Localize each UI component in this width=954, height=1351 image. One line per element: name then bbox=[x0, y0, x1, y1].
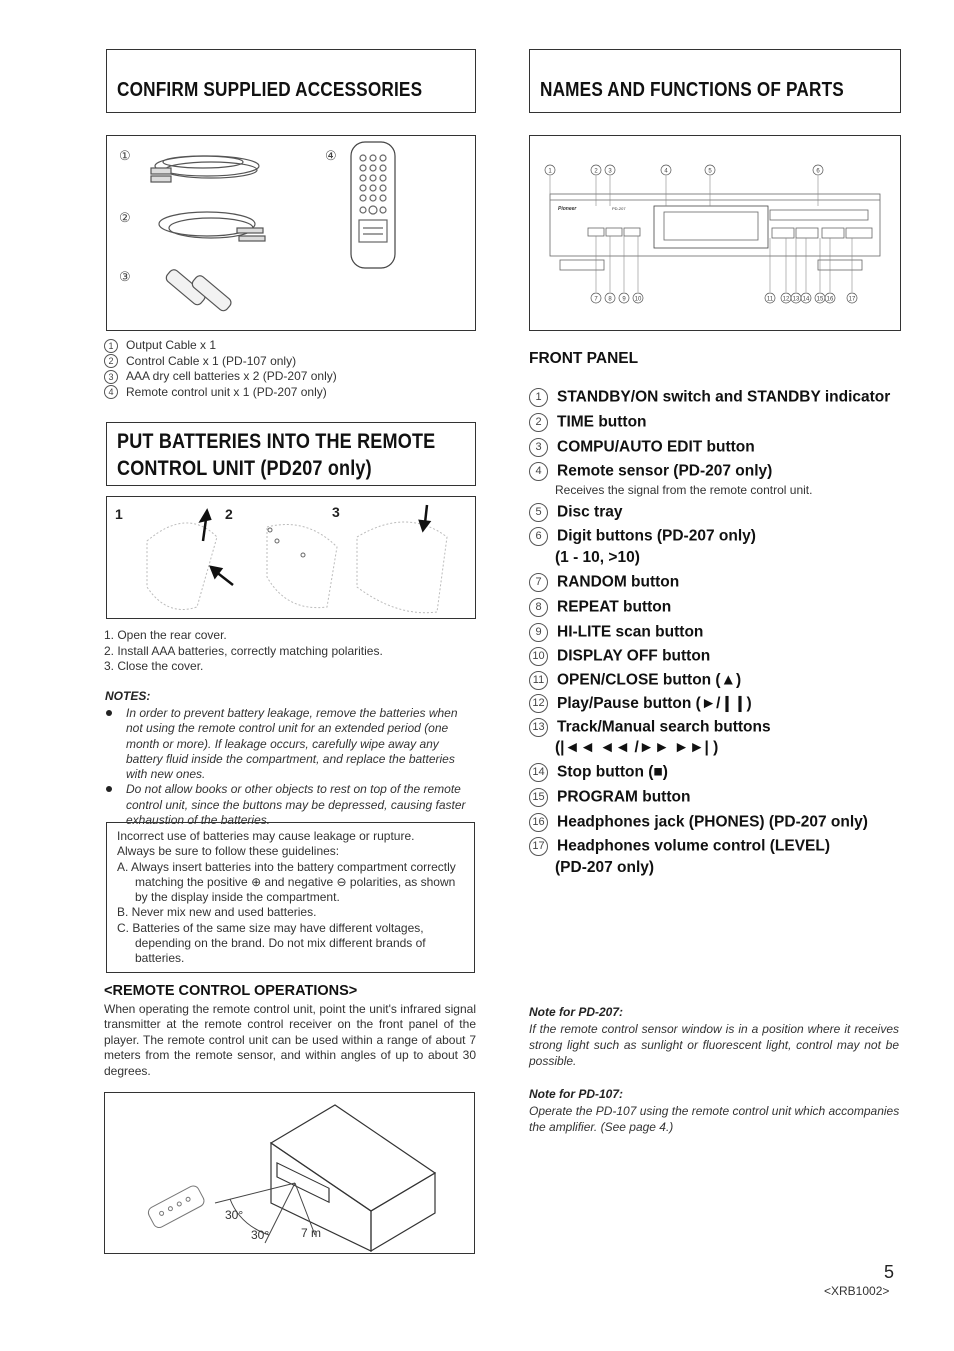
remote-range-illustration bbox=[105, 1093, 474, 1253]
parts-list bbox=[529, 388, 909, 877]
list-item: 7 RANDOM button bbox=[529, 573, 909, 598]
list-item: 3 COMPU/AUTO EDIT button bbox=[529, 438, 909, 462]
callout-number: 4 bbox=[664, 168, 668, 175]
list-item: 3 AAA dry cell batteries x 2 (PD-207 only) bbox=[104, 369, 337, 385]
note-pd207-text: If the remote control sensor window is in a position where it receives strong light such as sunlight or fluorescent light, control may not be possible. bbox=[529, 1022, 899, 1068]
list-item: 6 Digit buttons (PD-207 only) bbox=[529, 527, 909, 549]
callout-number: 10 bbox=[634, 296, 642, 303]
arrow-down-icon bbox=[420, 505, 429, 530]
list-item: 10 DISPLAY OFF button bbox=[529, 647, 909, 671]
warning-line: Always be sure to follow these guidelines: bbox=[117, 844, 340, 859]
doc-code: <XRB1002> bbox=[824, 1284, 890, 1298]
batteries-title-line1: PUT BATTERIES INTO THE REMOTE bbox=[117, 430, 436, 453]
list-item: 4 Remote control unit x 1 (PD-207 only) bbox=[104, 385, 337, 401]
callout-number: 16 bbox=[826, 296, 834, 303]
svg-text:④: ④ bbox=[325, 148, 337, 163]
accessories-heading-box bbox=[106, 49, 476, 113]
list-item: 2. Install AAA batteries, correctly matching polarities. bbox=[104, 643, 383, 658]
callout-number: 9 bbox=[622, 296, 626, 303]
batteries-icon bbox=[164, 268, 233, 313]
callout-number: 7 bbox=[594, 296, 598, 303]
list-item: 1 STANDBY/ON switch and STANDBY indicator bbox=[529, 388, 909, 413]
callout-number: 17 bbox=[848, 296, 856, 303]
svg-text:③: ③ bbox=[119, 269, 131, 284]
callout-number: 12 bbox=[782, 296, 790, 303]
list-item-continued: (1 - 10, >10) bbox=[555, 549, 640, 566]
accessories-list bbox=[104, 338, 337, 400]
step-label-2: 2 bbox=[225, 506, 233, 522]
list-item: 14 Stop button (■) bbox=[529, 763, 909, 788]
angle-label-1: 30° bbox=[225, 1208, 244, 1222]
list-item: 8 REPEAT button bbox=[529, 598, 909, 623]
list-item-continued: (PD-207 only) bbox=[555, 859, 655, 876]
list-item: 17 Headphones volume control (LEVEL) bbox=[529, 837, 909, 859]
callout-number: 3 bbox=[608, 168, 612, 175]
list-item: 2 TIME button bbox=[529, 413, 909, 438]
brand-label: Pioneer bbox=[558, 206, 577, 212]
names-title: NAMES AND FUNCTIONS OF PARTS bbox=[540, 79, 844, 101]
list-item: 4 Remote sensor (PD-207 only) bbox=[529, 462, 909, 483]
batteries-heading-box bbox=[106, 422, 476, 486]
battery-steps-illustration bbox=[107, 497, 475, 618]
remote-small-icon bbox=[146, 1184, 206, 1230]
front-panel-figure bbox=[529, 135, 901, 331]
warning-item: A. Always insert batteries into the battery compartment correctly matching the positive ⊕ and negative ⊖ polarities, as shown by the display inside the compartment. bbox=[117, 859, 456, 905]
output-cable-icon bbox=[151, 156, 259, 182]
names-heading-box bbox=[529, 49, 901, 113]
list-item: 5 Disc tray bbox=[529, 503, 909, 527]
accessories-figure bbox=[106, 135, 476, 331]
battery-steps-figure bbox=[106, 496, 476, 619]
warning-line: Incorrect use of batteries may cause leakage or rupture. bbox=[117, 829, 415, 843]
control-cable-icon bbox=[159, 212, 265, 241]
player-box-icon bbox=[271, 1105, 435, 1251]
arrow-diag-icon bbox=[211, 567, 233, 585]
front-panel-illustration bbox=[530, 136, 900, 330]
remote-control-icon bbox=[351, 142, 395, 268]
page-number: 5 bbox=[884, 1262, 895, 1282]
notes-title: NOTES: bbox=[105, 689, 151, 703]
list-item: 12 Play/Pause button (►/❙❙) bbox=[529, 694, 909, 718]
list-item: 1. Open the rear cover. bbox=[104, 628, 227, 642]
front-panel-title: FRONT PANEL bbox=[529, 350, 639, 367]
svg-text:①: ① bbox=[119, 148, 131, 163]
batteries-title-line2: CONTROL UNIT (PD207 only) bbox=[117, 457, 372, 480]
warning-item: C. Batteries of the same size may have different voltages, depending on the brand. Do not mix different brands of batteries. bbox=[117, 920, 426, 966]
warning-item: B. Never mix new and used batteries. bbox=[117, 905, 317, 920]
part-description: Receives the signal from the remote control unit. bbox=[555, 483, 813, 497]
callout-number: 6 bbox=[816, 168, 820, 175]
list-item: 9 HI-LITE scan button bbox=[529, 623, 909, 647]
model-label: PD-207 bbox=[612, 206, 626, 211]
list-item: 3. Close the cover. bbox=[104, 659, 204, 673]
list-item-continued: (|◄◄ ◄◄ /►► ►►| ) bbox=[555, 739, 719, 756]
callout-number: 14 bbox=[802, 296, 810, 303]
list-item: 2 Control Cable x 1 (PD-107 only) bbox=[104, 354, 337, 370]
remote-range-figure bbox=[104, 1092, 475, 1254]
note-pd107-text: Operate the PD-107 using the remote control unit which accompanies the amplifier. (See page 4.) bbox=[529, 1104, 900, 1134]
callout-number: 15 bbox=[816, 296, 824, 303]
list-item: Do not allow books or other objects to rest on top of the remote control unit, since the buttons may be depressed, causing faster exhaustion of the batteries. bbox=[106, 782, 476, 828]
callout-number: 11 bbox=[766, 296, 774, 303]
step-label-3: 3 bbox=[332, 504, 340, 520]
remote-ops-text: When operating the remote control unit, point the unit's infrared signal transmitter at the remote control receiver on the front panel of the player. The remote control unit can be used within a range of about 7 meters from the remote sensor, and within angles of up to about 30 degrees. bbox=[104, 1002, 476, 1078]
callout-number: 5 bbox=[708, 168, 712, 175]
distance-label: 7 m bbox=[301, 1226, 322, 1240]
bullet-icon bbox=[106, 710, 112, 716]
step-label-1: 1 bbox=[115, 506, 123, 522]
battery-steps-list bbox=[104, 628, 383, 675]
list-item: 13 Track/Manual search buttons bbox=[529, 718, 909, 739]
svg-text:②: ② bbox=[119, 210, 131, 225]
note-pd107-title: Note for PD-107: bbox=[529, 1087, 624, 1101]
callout-number: 2 bbox=[594, 168, 598, 175]
callout-number: 1 bbox=[548, 168, 552, 175]
list-item: 1 Output Cable x 1 bbox=[104, 338, 337, 354]
battery-warning-box bbox=[106, 822, 475, 973]
accessories-title: CONFIRM SUPPLIED ACCESSORIES bbox=[117, 79, 423, 101]
list-item: 11 OPEN/CLOSE button (▲) bbox=[529, 671, 909, 694]
list-item: 15 PROGRAM button bbox=[529, 788, 909, 813]
angle-label-2: 30° bbox=[251, 1228, 270, 1242]
remote-ops-title: <REMOTE CONTROL OPERATIONS> bbox=[104, 983, 358, 999]
callout-number: 8 bbox=[608, 296, 612, 303]
bullet-icon bbox=[106, 786, 112, 792]
notes-list bbox=[106, 706, 476, 828]
list-item: In order to prevent battery leakage, remove the batteries when not using the remote control unit for an extended period (one month or more). If leakage occurs, carefully wipe away any battery fluid inside the compartment, and replace the batteries with new ones. bbox=[106, 706, 476, 782]
accessories-illustration bbox=[107, 136, 475, 330]
note-pd207-title: Note for PD-207: bbox=[529, 1005, 624, 1019]
list-item: 16 Headphones jack (PHONES) (PD-207 only) bbox=[529, 813, 909, 837]
callout-number: 13 bbox=[792, 296, 800, 303]
